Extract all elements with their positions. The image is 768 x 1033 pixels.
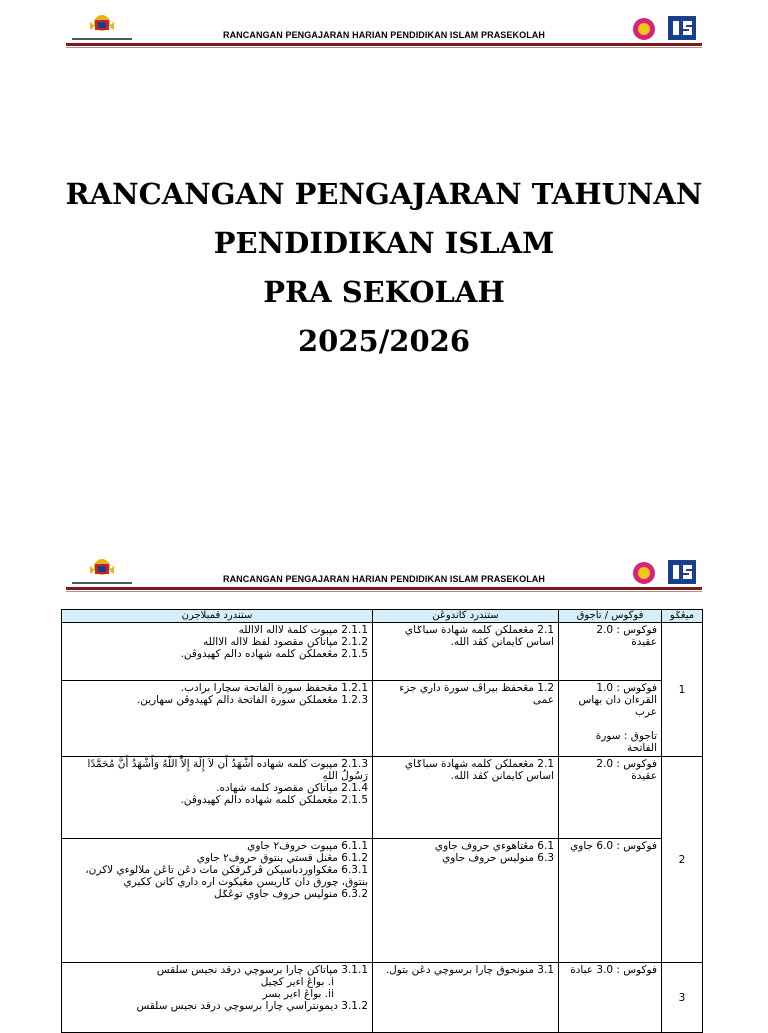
cover-line-1: RANCANGAN PENGAJARAN TAHUNAN bbox=[65, 177, 703, 211]
sp-item: 6.3.1 مڠکواوردباسيکن ڤرݢرقکن مات دڠن تاڠن ملالوءي لاکرن، بنتوق، چورق دان ݢاريسن مڠيکوت اره داري کانن ککيري bbox=[85, 864, 368, 888]
fokus-line: القرءان دان بهاس عرب bbox=[578, 694, 657, 718]
sp-item: 6.3.2 منوليس حروف جاوي توڠݢل bbox=[214, 888, 368, 900]
sp-item: 2.1.3 مڽبوت کلمه شهاده أَشْهَدُ أَن لاَ إِلَهَ إِلاَّ اللّهُ وَأَشْهَدُ أَنَّ مُحَمَّدًا رَسُولُ اللهِ bbox=[87, 758, 368, 782]
cell-fokus bbox=[559, 839, 662, 963]
cell-fokus bbox=[559, 623, 662, 681]
header-rule-thin bbox=[66, 591, 702, 592]
sk-item: 6.3 منوليس حروف جاوي bbox=[442, 852, 554, 864]
table-header-row bbox=[62, 610, 703, 623]
sp-item: 6.1.2 مڠنل قستي بنتوق حروف٢ جاوي bbox=[196, 852, 368, 864]
cover-line-4: 2025/2026 bbox=[297, 324, 471, 358]
cell-week: 1 bbox=[662, 623, 703, 757]
header-rule-thin bbox=[66, 47, 702, 48]
fokus-line bbox=[563, 718, 657, 730]
cell-sp bbox=[62, 757, 373, 839]
header-rule bbox=[66, 43, 702, 46]
table-row bbox=[62, 963, 703, 1033]
table-row bbox=[62, 757, 703, 839]
sk-item: 2.1 مڠعملکن کلمه شهادة سباݢاي اساس کايمانن کڤد الله. bbox=[404, 758, 554, 782]
cover-title bbox=[0, 170, 768, 366]
header-standard-kandungan: ستندرد کاندوڠن bbox=[373, 610, 559, 623]
sk-item: 3.1 منونجوق چارا برسوچي دڠن بتول. bbox=[385, 964, 554, 976]
cell-sp bbox=[62, 839, 373, 963]
fokus-line: فوکوس : 1.0 bbox=[596, 682, 657, 694]
header-title: RANCANGAN PENGAJARAN HARIAN PENDIDIKAN ISLAM PRASEKOLAH bbox=[222, 574, 545, 584]
sk-item: 2.1 مڠعملکن کلمه شهادة سباݢاي اساس کايمانن کڤد الله. bbox=[404, 624, 554, 648]
sp-item: 6.1.1 مڽبوت حروف٢ جاوي bbox=[247, 840, 368, 852]
sp-subitem: ii. بواڠ اءير بسر bbox=[262, 988, 334, 1000]
header-standard-pembelajaran: ستندرد قمبلاجرن bbox=[62, 610, 373, 623]
sp-subitem: i. بواڠ اءير کچيل bbox=[260, 976, 334, 988]
cell-sk bbox=[373, 681, 559, 757]
fokus-line: فوکوس : 3.0 عبادة bbox=[570, 964, 657, 976]
sp-item: 2.1.2 مڽاتاکن مقصود لفظ لااله الاالله bbox=[203, 636, 368, 648]
fokus-line: فوکوس : 2.0 bbox=[596, 758, 657, 770]
brand-logos bbox=[630, 12, 700, 46]
sp-item: 1.2.1 مڠحفظ سورة الفاتحة سچارا برادب. bbox=[180, 682, 368, 694]
cover-line-3: PRA SEKOLAH bbox=[263, 275, 505, 309]
header-title: RANCANGAN PENGAJARAN HARIAN PENDIDIKAN ISLAM PRASEKOLAH bbox=[222, 30, 545, 40]
sp-item: 3.1.1 مڽاتاکن چارا برسوچي درقد نجيس سلقس bbox=[156, 964, 368, 976]
brand-logos bbox=[630, 556, 700, 590]
header-rule bbox=[66, 587, 702, 590]
cell-fokus bbox=[559, 963, 662, 1033]
sk-item: 6.1 مڠتاهوءي حروف جاوي bbox=[434, 840, 554, 852]
kpm-logo bbox=[68, 556, 132, 590]
sp-item: 2.1.4 مڽاتاکن مقصود کلمه شهاده. bbox=[216, 782, 368, 794]
sp-item: 2.1.1 مڽبوت کلمة لااله الاالله bbox=[238, 624, 368, 636]
sp-item: 3.1.2 ديمونتراسي چارا برسوچي درقد نجيس سلقس bbox=[136, 1000, 368, 1012]
table-row bbox=[62, 681, 703, 757]
rpt-table bbox=[61, 609, 703, 1033]
sp-item: 1.2.3 مڠعملکن سورة الفاتحة دالم کهيدوڤن سهارين. bbox=[136, 694, 368, 706]
cell-sp bbox=[62, 681, 373, 757]
cell-fokus bbox=[559, 681, 662, 757]
fokus-line: عقيدة bbox=[631, 770, 657, 782]
cell-sk bbox=[373, 963, 559, 1033]
fokus-line: فوکوس : 2.0 bbox=[596, 624, 657, 636]
cover-line-2: PENDIDIKAN ISLAM bbox=[213, 226, 555, 260]
cell-sk bbox=[373, 839, 559, 963]
fokus-line: تاجوق : سورة الفاتحة bbox=[595, 730, 657, 754]
cell-week: 2 bbox=[662, 757, 703, 963]
cell-fokus bbox=[559, 757, 662, 839]
table-row bbox=[62, 623, 703, 681]
kpm-logo bbox=[68, 12, 132, 46]
cell-sp bbox=[62, 963, 373, 1033]
page-header-second bbox=[66, 556, 702, 596]
sp-item: 2.1.5 مڠعملکن کلمه شهاده دالم کهيدوڤن. bbox=[180, 794, 368, 806]
header-minggu: ميڠݢو bbox=[662, 610, 703, 623]
table-row bbox=[62, 839, 703, 963]
fokus-line: فوکوس : 6.0 جاوي bbox=[570, 840, 657, 852]
sp-item: 2.1.5 مڠعملکن کلمه شهاده دالم کهيدوڤن. bbox=[180, 648, 368, 660]
cell-sk bbox=[373, 623, 559, 681]
page-header-top bbox=[66, 12, 702, 52]
cell-week: 3 bbox=[662, 963, 703, 1033]
cell-sp bbox=[62, 623, 373, 681]
cell-sk bbox=[373, 757, 559, 839]
fokus-line: عقيدة bbox=[631, 636, 657, 648]
header-fokus-tajuk: فوکوس / تاجوق bbox=[559, 610, 662, 623]
sk-item: 1.2 مڠحفظ بيراڤ سورة داري جزء عمى bbox=[399, 682, 554, 706]
